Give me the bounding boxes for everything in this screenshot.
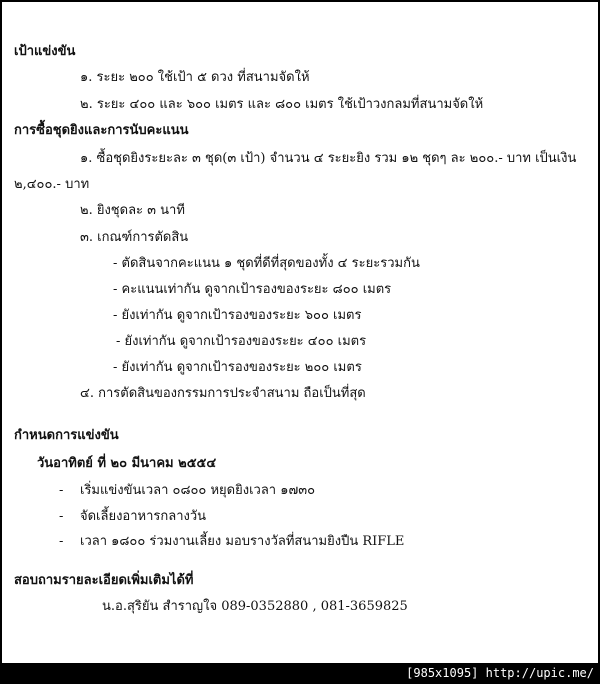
- schedule-item: เริ่มแข่งขันเวลา ๐๘๐๐ หยุดยิงเวลา ๑๗๓๐: [80, 483, 316, 498]
- document-page: [2, 2, 598, 663]
- contact-line: น.อ.สุริยัน สำราญใจ 089-0352880 , 081-3659825: [102, 599, 408, 614]
- scoring-item-1-continued: ๒,๔๐๐.- บาท: [14, 177, 90, 192]
- target-item: ๑. ระยะ ๒๐๐ ใช้เป้า ๕ ดวง ที่สนามจัดให้: [80, 70, 310, 85]
- scoring-item-2: ๒. ยิงชุดละ ๓ นาที: [80, 203, 185, 218]
- criteria-item: - ยังเท่ากัน ดูจากเป้ารองของระยะ ๖๐๐ เมตร: [113, 308, 362, 323]
- schedule-heading: กำหนดการแข่งขัน: [14, 428, 119, 443]
- schedule-bullet: -: [59, 534, 64, 549]
- scoring-item-4: ๔. การตัดสินของกรรมการประจำสนาม ถือเป็นที่สุด: [80, 386, 366, 401]
- criteria-item: - ยังเท่ากัน ดูจากเป้ารองของระยะ ๒๐๐ เมตร: [113, 360, 362, 375]
- targets-heading: เป้าแข่งขัน: [14, 44, 76, 59]
- schedule-item: จัดเลี้ยงอาหารกลางวัน: [80, 509, 207, 524]
- image-host-footer: [0, 663, 600, 684]
- schedule-bullet: -: [59, 483, 64, 498]
- schedule-item: เวลา ๑๘๐๐ ร่วมงานเลี้ยง มอบรางวัลที่สนามยิงปืน RIFLE: [80, 534, 405, 549]
- schedule-date: วันอาทิตย์ ที่ ๒๐ มีนาคม ๒๕๕๔: [37, 456, 217, 471]
- schedule-bullet: -: [59, 509, 64, 524]
- footer-text: [985x1095] http://upic.me/: [406, 666, 594, 680]
- scoring-item-1: ๑. ซื้อชุดยิงระยะละ ๓ ชุด(๓ เป้า) จำนวน ๔ ระยะยิง รวม ๑๒ ชุดๆ ละ ๒๐๐.- บาท เป็นเงิน: [80, 151, 577, 166]
- criteria-item: - คะแนนเท่ากัน ดูจากเป้ารองของระยะ ๘๐๐ เมตร: [113, 282, 392, 297]
- scoring-item-3: ๓. เกณฑ์การตัดสิน: [80, 230, 189, 245]
- criteria-item: - ยังเท่ากัน ดูจากเป้ารองของระยะ ๔๐๐ เมตร: [116, 334, 367, 349]
- scoring-heading: การซื้อชุดยิงและการนับคะแนน: [14, 123, 189, 138]
- target-item: ๒. ระยะ ๔๐๐ และ ๖๐๐ เมตร และ ๘๐๐ เมตร ใช้เป้าวงกลมที่สนามจัดให้: [80, 97, 484, 112]
- contact-heading: สอบถามรายละเอียดเพิ่มเติมได้ที่: [14, 573, 194, 588]
- criteria-item: - ตัดสินจากคะแนน ๑ ชุดที่ดีที่สุดของทั้ง ๔ ระยะรวมกัน: [113, 256, 420, 271]
